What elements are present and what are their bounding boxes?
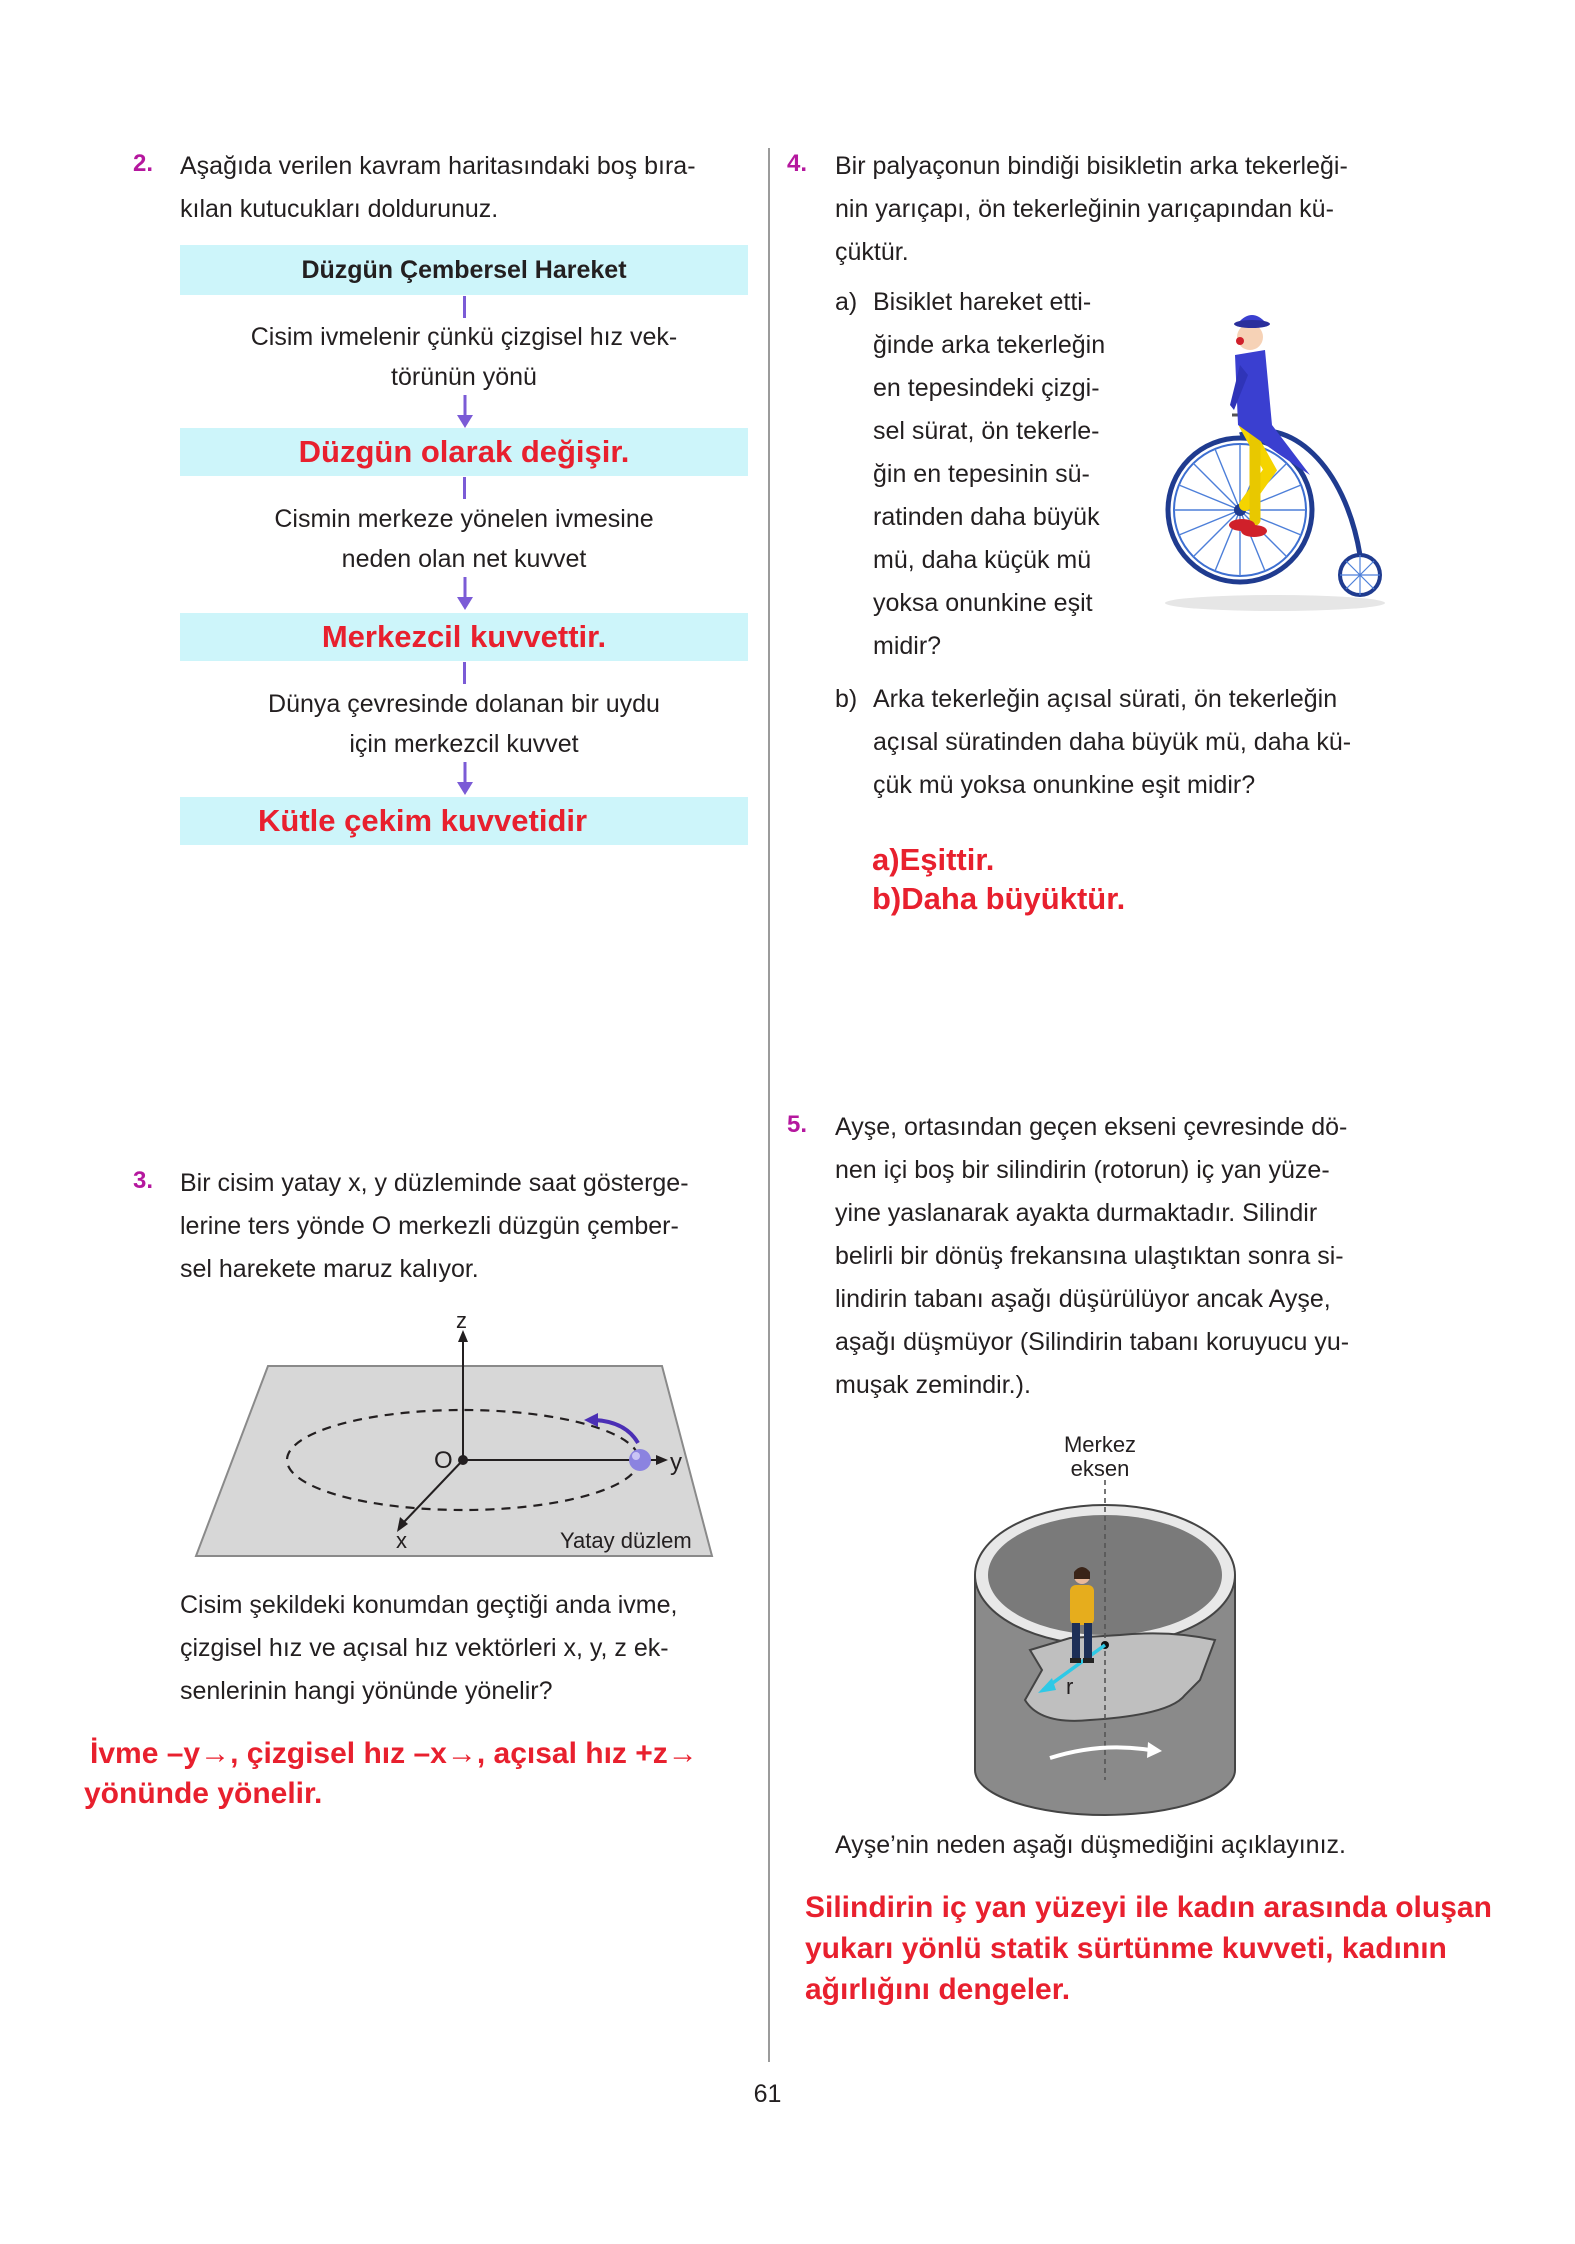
rotor-cylinder-figure xyxy=(970,1480,1240,1820)
q3-answer-line: yönünde yönelir. xyxy=(84,1777,323,1810)
concept-map-step-1 xyxy=(180,317,748,397)
down-arrow-icon xyxy=(452,577,478,611)
q4-answer-b: b)Daha büyüktür. xyxy=(872,881,1126,916)
q4a-line: ğinde arka tekerleğin xyxy=(873,331,1106,359)
q5-answer-line: Silindirin iç yan yüzeyi ile kadın arasında oluşan xyxy=(805,1891,1492,1924)
q5-prompt-line: aşağı düşmüyor (Silindirin tabanı koruyucu yu- xyxy=(835,1328,1350,1356)
q3-prompt-line: sel harekete maruz kalıyor. xyxy=(180,1255,479,1283)
q4a-label: a) xyxy=(835,288,858,316)
q4a-line: Bisiklet hareket etti- xyxy=(873,288,1092,316)
q5-prompt-line: yine yaslanarak ayakta durmaktadır. Silindir xyxy=(835,1199,1318,1227)
q4a-line: ratinden daha büyük xyxy=(873,503,1100,531)
q5-answer-line: ağırlığını dengeler. xyxy=(805,1973,1071,2006)
circular-motion-figure xyxy=(190,1310,750,1560)
origin-label: O xyxy=(434,1447,453,1474)
q4b-line: çük mü yoksa onunkine eşit midir? xyxy=(873,771,1256,799)
connector-line xyxy=(463,296,466,318)
q3-question xyxy=(180,1584,748,1713)
q5-prompt-line: belirli bir dönüş frekansına ulaştıktan sonra si- xyxy=(835,1242,1344,1270)
down-arrow-icon xyxy=(452,395,478,429)
q4-number: 4. xyxy=(787,150,808,177)
q4a-line: yoksa onunkine eşit xyxy=(873,589,1093,617)
q3-answer-line: İvme –y→, çizgisel hız –x→, açısal hız +z→ xyxy=(90,1737,698,1770)
concept-map-step-3 xyxy=(180,684,748,764)
step-line: için merkezcil kuvvet xyxy=(349,730,579,758)
q4a-line: mü, daha küçük mü xyxy=(873,546,1092,574)
q4b-line: açısal süratinden daha büyük mü, daha kü- xyxy=(873,728,1352,756)
q3-prompt-line: lerine ters yönde O merkezli düzgün çember- xyxy=(180,1212,679,1240)
q4b-text xyxy=(873,678,1400,807)
q2-prompt-line: Aşağıda verilen kavram haritasındaki boş bıra- xyxy=(180,152,696,180)
q5-answer xyxy=(805,1887,1492,2010)
step-line: Cismin merkeze yönelen ivmesine xyxy=(274,505,654,533)
clown-bicycle-illustration xyxy=(1160,295,1390,615)
connector-line xyxy=(463,662,466,684)
q2-number: 2. xyxy=(133,150,154,177)
step-line: neden olan net kuvvet xyxy=(341,545,587,573)
q4a-line: midir? xyxy=(873,632,942,660)
q5-answer-line: yukarı yönlü statik sürtünme kuvveti, kadının xyxy=(805,1932,1447,1965)
center-axis-label-line: eksen xyxy=(1070,1456,1130,1481)
plane-label: Yatay düzlem xyxy=(560,1528,692,1553)
q3-question-line: çizgisel hız ve açısal hız vektörleri x, y, z ek- xyxy=(180,1634,669,1662)
q4a-line: ğin en tepesinin sü- xyxy=(873,460,1090,488)
connector-line xyxy=(463,477,466,499)
q4b-line: Arka tekerleğin açısal sürati, ön tekerleğin xyxy=(873,685,1338,713)
center-axis-label xyxy=(1050,1433,1150,1481)
q5-prompt-line: muşak zemindir.). xyxy=(835,1371,1031,1399)
q4-prompt-line: çüktür. xyxy=(835,238,909,266)
q4a-line: en tepesindeki çizgi- xyxy=(873,374,1100,402)
down-arrow-icon xyxy=(452,762,478,796)
q5-prompt-line: nen içi boş bir silindirin (rotorun) iç yan yüze- xyxy=(835,1156,1330,1184)
q3-prompt-line: Bir cisim yatay x, y düzleminde saat gösterge- xyxy=(180,1169,689,1197)
q5-question: Ayşe’nin neden aşağı düşmediğini açıklayınız. xyxy=(835,1831,1346,1859)
concept-map-answer-2: Merkezcil kuvvettir. xyxy=(180,613,748,661)
axis-label-z: z xyxy=(456,1308,467,1333)
concept-map-title: Düzgün Çembersel Hareket xyxy=(180,245,748,295)
axis-label-y: y xyxy=(670,1449,682,1476)
step-line: Cisim ivmelenir çünkü çizgisel hız vek- xyxy=(250,323,678,351)
q5-number: 5. xyxy=(787,1111,808,1138)
q5-prompt-line: Ayşe, ortasından geçen ekseni çevresinde dö- xyxy=(835,1113,1348,1141)
q4-prompt xyxy=(835,145,1400,274)
q4-answer-a: a)Eşittir. xyxy=(872,842,995,877)
q3-number: 3. xyxy=(133,1167,154,1194)
q4-prompt-line: Bir palyaçonun bindiği bisikletin arka tekerleği- xyxy=(835,152,1348,180)
q2-prompt-line: kılan kutucukları doldurunuz. xyxy=(180,195,499,223)
radius-label: r xyxy=(1066,1674,1074,1699)
q2-prompt xyxy=(180,145,748,231)
concept-map-answer-1: Düzgün olarak değişir. xyxy=(180,428,748,476)
q3-prompt xyxy=(180,1162,748,1291)
step-line: törünün yönü xyxy=(391,363,537,391)
q4-answer xyxy=(872,840,1125,918)
q4b-label: b) xyxy=(835,685,858,713)
q3-question-line: senlerinin hangi yönünde yönelir? xyxy=(180,1677,553,1705)
axis-label-x: x xyxy=(396,1528,407,1553)
concept-map-answer-3: Kütle çekim kuvvetidir xyxy=(180,797,748,845)
step-line: Dünya çevresinde dolanan bir uydu xyxy=(268,690,660,718)
q4-prompt-line: nin yarıçapı, ön tekerleğinin yarıçapından kü- xyxy=(835,195,1334,223)
q4a-text xyxy=(873,281,1128,668)
q4a-line: sel sürat, ön tekerle- xyxy=(873,417,1100,445)
center-axis-label-line: Merkez xyxy=(1063,1432,1137,1457)
q5-prompt-line: lindirin tabanı aşağı düşürülüyor ancak Ayşe, xyxy=(835,1285,1331,1313)
q5-prompt xyxy=(835,1106,1400,1407)
q3-answer xyxy=(84,1734,698,1814)
column-divider xyxy=(768,148,770,2062)
concept-map-step-2 xyxy=(180,499,748,579)
page-number: 61 xyxy=(753,2080,782,2108)
q3-question-line: Cisim şekildeki konumdan geçtiği anda ivme, xyxy=(180,1591,678,1619)
